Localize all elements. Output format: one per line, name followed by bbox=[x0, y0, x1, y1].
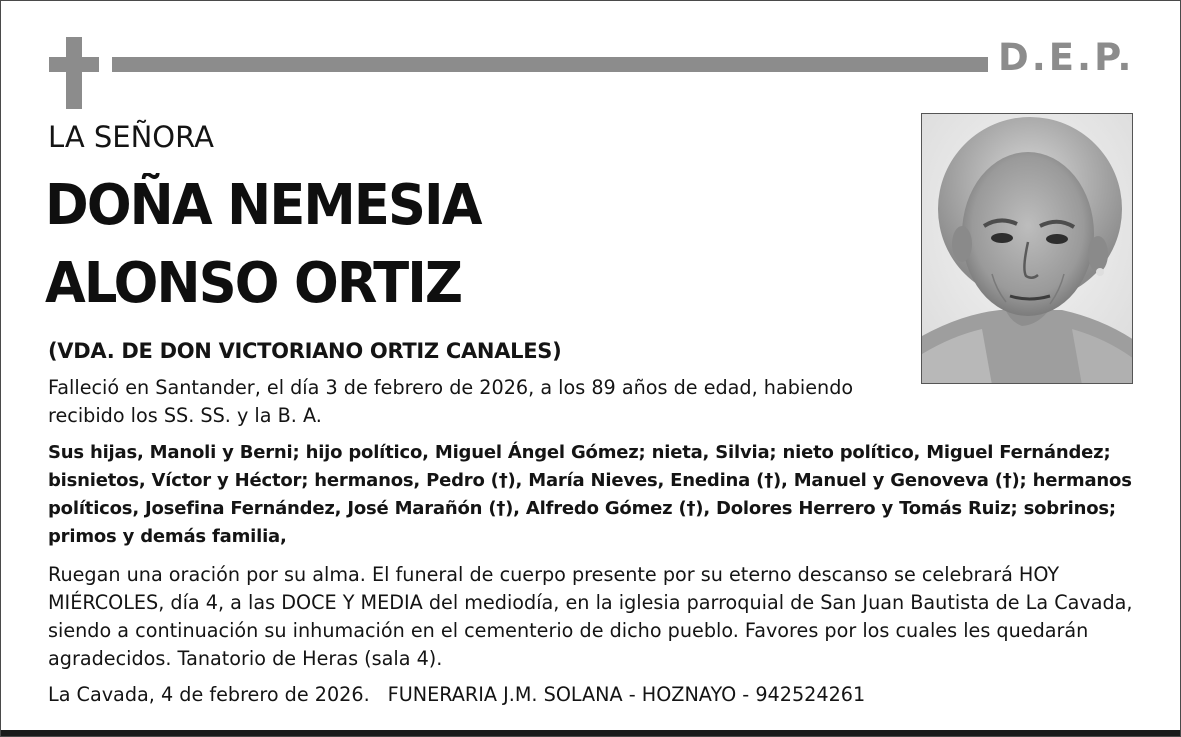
deceased-name bbox=[45, 167, 481, 323]
place-date: La Cavada, 4 de febrero de 2026. bbox=[48, 683, 370, 706]
header-rule bbox=[112, 57, 988, 72]
cross-icon bbox=[49, 37, 99, 109]
widow-of: (VDA. DE DON VICTORIANO ORTIZ CANALES) bbox=[48, 339, 562, 363]
dep-label: D.E.P. bbox=[998, 36, 1135, 79]
death-notice: Falleció en Santander, el día 3 de febrero de 2026, a los 89 años de edad, habiendo recibido los SS. SS. y la B. A. bbox=[48, 376, 854, 427]
bottom-border bbox=[1, 730, 1180, 736]
funeral-details: Ruegan una oración por su alma. El funeral de cuerpo presente por su eterno descanso se celebrará HOY MIÉRCOLES, día 4, a las DOCE Y MEDIA del mediodía, en la iglesia parroquial de San Juan Bautista de La Cavada, siendo a continuación su inhumación en el cementerio de dicho pueblo. Favores por los cuales les quedarán agradecidos. Tanatorio de Heras (sala 4). bbox=[48, 563, 1133, 670]
name-line-2: ALONSO ORTIZ bbox=[45, 251, 462, 316]
name-line-1: DOÑA NEMESIA bbox=[45, 173, 481, 238]
honorific: LA SEÑORA bbox=[48, 120, 214, 154]
funeral-agency: FUNERARIA J.M. SOLANA - HOZNAYO - 942524261 bbox=[387, 683, 866, 706]
portrait-photo bbox=[921, 113, 1133, 384]
footer-line bbox=[48, 681, 1148, 709]
family-list: Sus hijas, Manoli y Berni; hijo político, Miguel Ángel Gómez; nieta, Silvia; nieto político, Miguel Fernández; bisnietos, Víctor y Héctor; hermanos, Pedro (†), María Nieves, Enedina (†), Manuel y Genoveva (†); hermanos políticos, Josefina Fernández, José Marañón (†), Alfredo Gómez (†), Dolores Herrero y Tomás Ruiz; sobrinos; primos y demás familia, bbox=[48, 442, 1132, 547]
